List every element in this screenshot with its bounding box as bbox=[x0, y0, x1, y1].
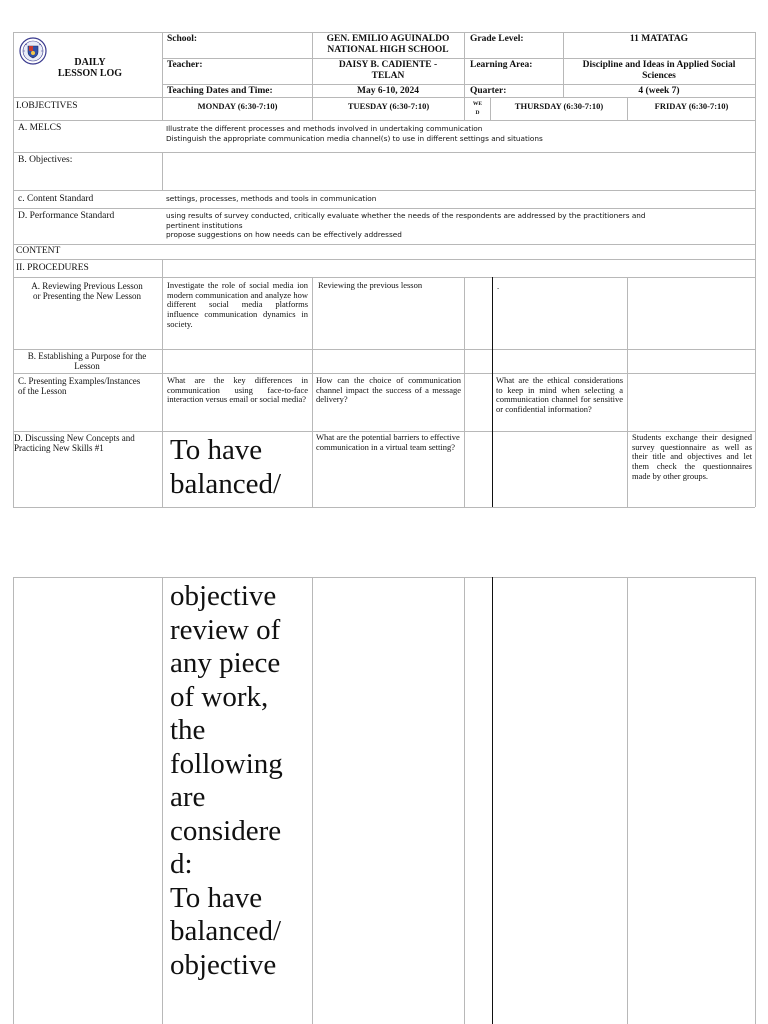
grade-level-label: Grade Level: bbox=[470, 34, 524, 44]
examples-monday: What are the key differences in communication using face-to-face interaction versus email or social media? bbox=[167, 375, 308, 405]
discuss-tuesday: What are the potential barriers to effective communication in a virtual team setting? bbox=[316, 432, 460, 452]
objectives-heading: I.OBJECTIVES bbox=[16, 101, 78, 111]
review-monday: Investigate the role of social media ion modern communication and analyze how different social media platforms influence communication dynamics in society. bbox=[167, 280, 308, 329]
examples-thursday: What are the ethical considerations to keep in mind when selecting a communication channel for sensitive or confidential information? bbox=[496, 375, 623, 415]
quarter-value: 4 (week 7) bbox=[638, 86, 680, 96]
learning-area-value: Discipline and Ideas in Applied Social Sciences bbox=[582, 60, 736, 81]
purpose-label: B. Establishing a Purpose for the Lesson bbox=[27, 351, 147, 371]
review-thursday: . bbox=[497, 281, 500, 291]
school-label: School: bbox=[167, 34, 198, 44]
quarter-label: Quarter: bbox=[470, 86, 507, 96]
content-heading: CONTENT bbox=[16, 246, 61, 256]
tuesday-header: TUESDAY (6:30-7:10) bbox=[347, 101, 430, 111]
review-tuesday: Reviewing the previous lesson bbox=[318, 280, 423, 290]
melcs-label: A. MELCS bbox=[18, 123, 62, 133]
discuss-label: D. Discussing New Concepts and Practicing New Skills #1 bbox=[14, 433, 135, 453]
examples-tuesday: How can the choice of communication channel impact the success of a message delivery? bbox=[316, 375, 461, 405]
friday-header: FRIDAY (6:30-7:10) bbox=[654, 101, 729, 111]
performance-standard-value: using results of survey conducted, critically evaluate whether the needs of the respondents are addressed by the practitioners and pertinent institutions propose suggestions on how needs can be effectively addressed bbox=[166, 211, 646, 239]
school-value: GEN. EMILIO AGUINALDO NATIONAL HIGH SCHOOL bbox=[326, 34, 450, 55]
examples-label: C. Presenting Examples/Instances of the Lesson bbox=[18, 376, 141, 396]
discuss-monday-continued: objective review of any piece of work, the following are considere d: To have balanced/ objective bbox=[170, 580, 283, 981]
discuss-friday: Students exchange their designed survey questionnaire as well as their title and objectives and let them check the questionnaires made by other groups. bbox=[632, 432, 752, 481]
wednesday-header: WE D bbox=[472, 101, 483, 116]
teacher-value: DAISY B. CADIENTE - TELAN bbox=[338, 60, 438, 81]
review-label: A. Reviewing Previous Lesson or Presenting the New Lesson bbox=[31, 281, 143, 301]
objectives-label: B. Objectives: bbox=[18, 155, 73, 165]
content-standard-value: settings, processes, methods and tools in communication bbox=[166, 194, 377, 203]
melcs-value: Illustrate the different processes and methods involved in undertaking communication Distinguish the appropriate communication media channel(s) to use in different settings and situations bbox=[166, 124, 543, 143]
document-title: DAILY LESSON LOG bbox=[57, 57, 123, 79]
performance-standard-label: D. Performance Standard bbox=[18, 211, 115, 221]
grade-level-value: 11 MATATAG bbox=[629, 34, 689, 44]
content-standard-label: c. Content Standard bbox=[18, 194, 94, 204]
teacher-label: Teacher: bbox=[167, 60, 203, 70]
discuss-monday: To have balanced/ bbox=[170, 434, 282, 500]
teaching-dates-label: Teaching Dates and Time: bbox=[167, 86, 273, 96]
teaching-dates-value: May 6-10, 2024 bbox=[356, 86, 419, 96]
thursday-header: THURSDAY (6:30-7:10) bbox=[514, 101, 604, 111]
learning-area-label: Learning Area: bbox=[470, 60, 533, 70]
monday-header: MONDAY (6:30-7:10) bbox=[197, 101, 278, 111]
procedures-heading: II. PROCEDURES bbox=[16, 263, 89, 273]
